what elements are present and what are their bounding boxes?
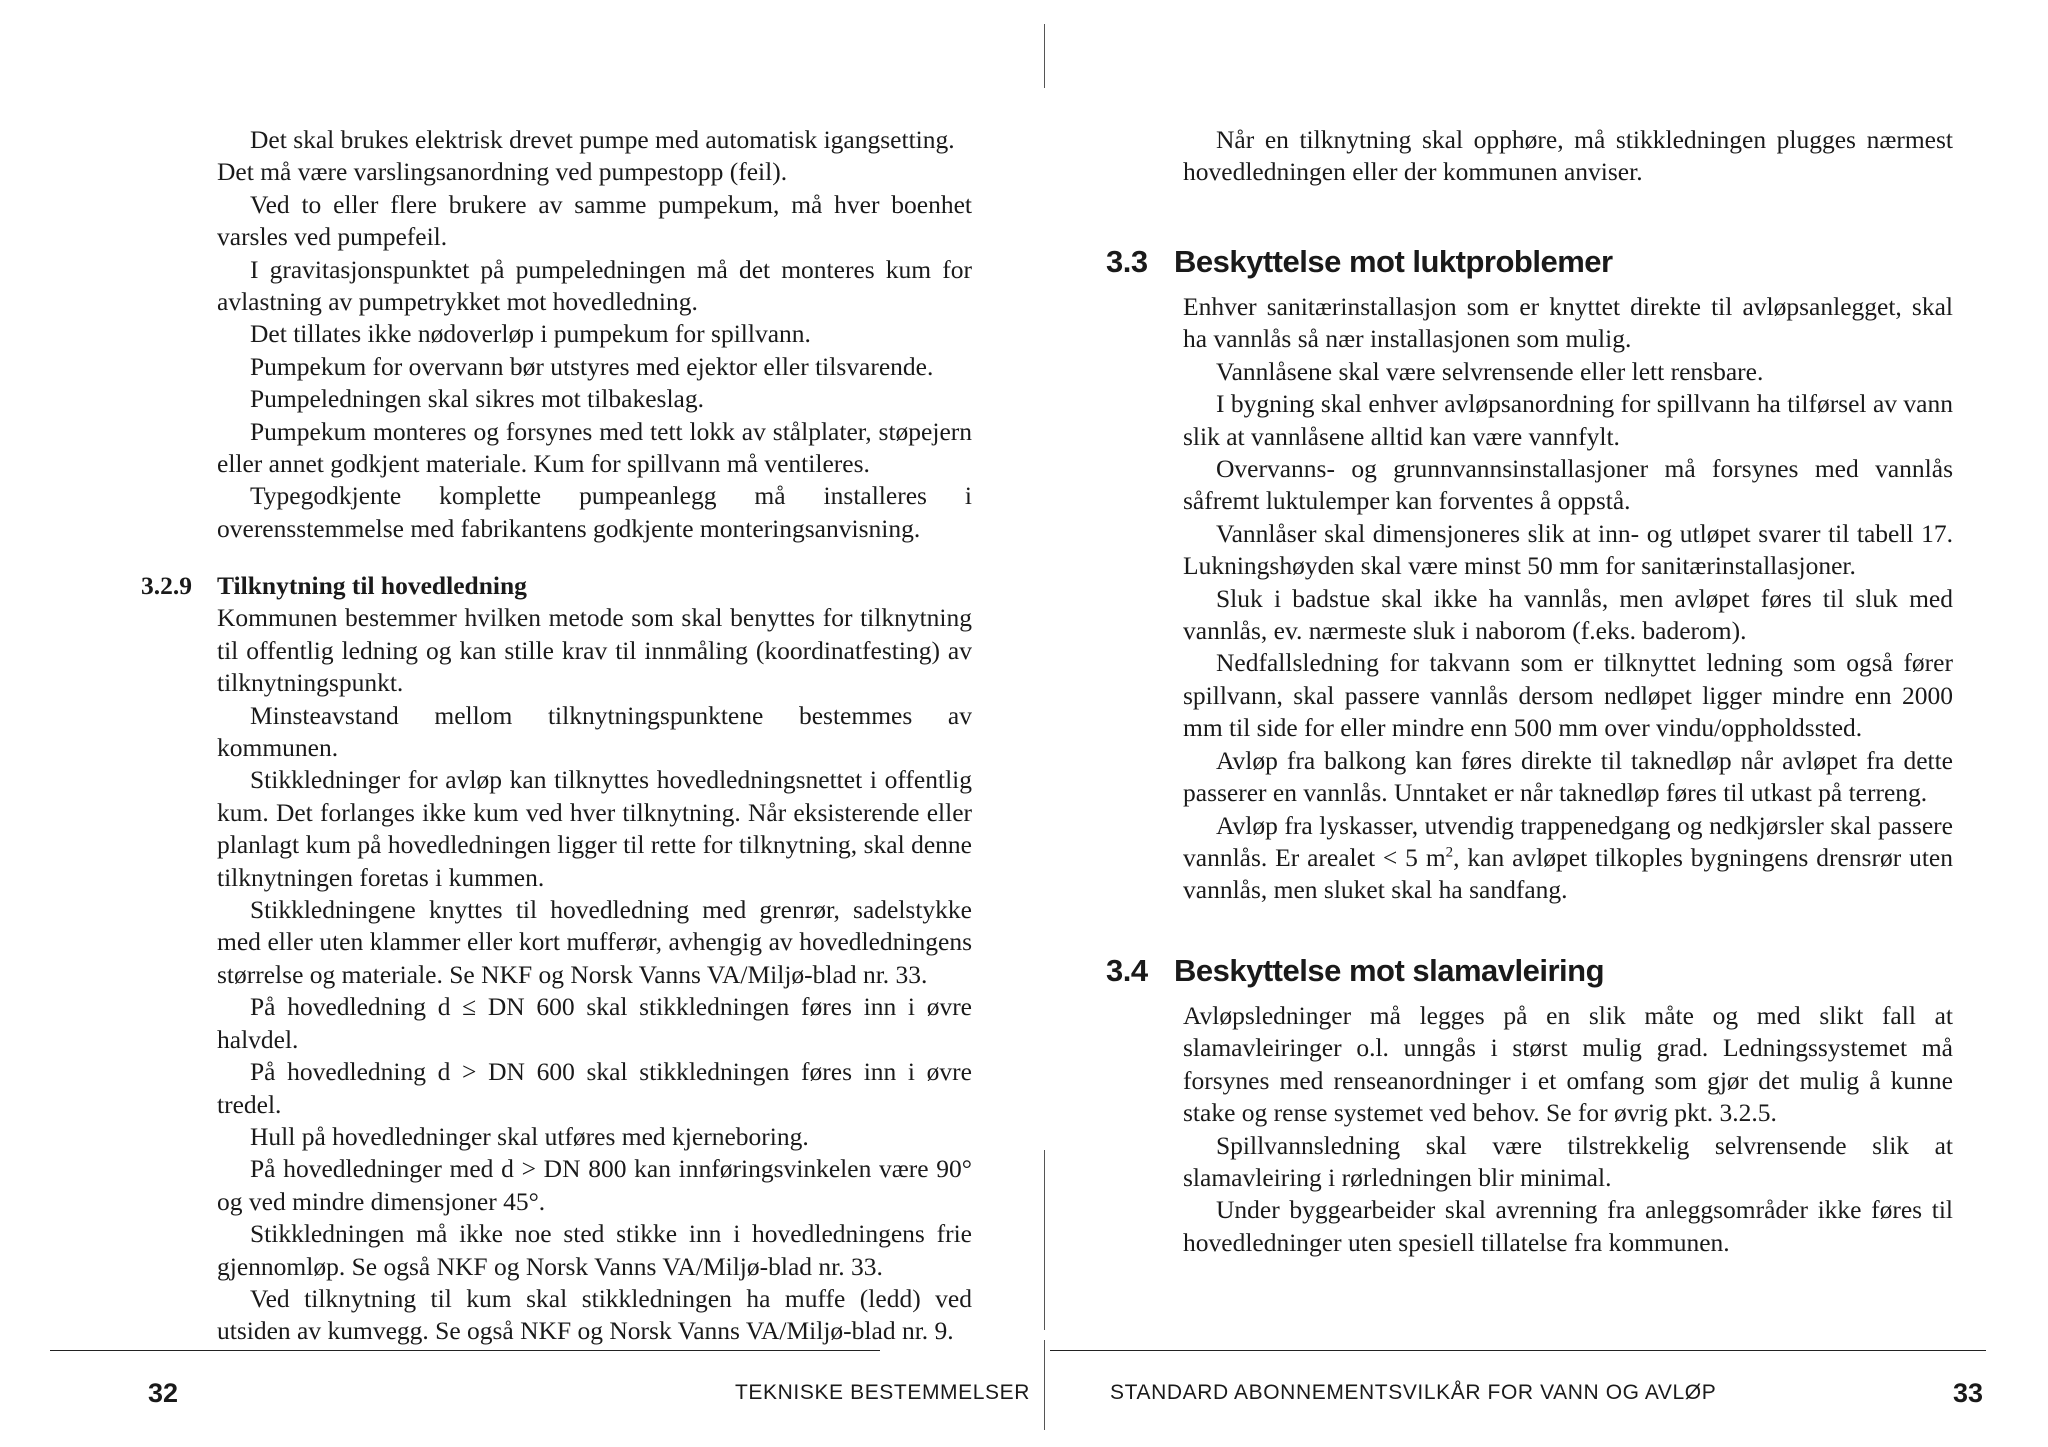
paragraph: Spillvannsledning skal være tilstrekkelig selvrensende slik at slamavleiring i rørledningen blir minimal. <box>1183 1130 1953 1193</box>
paragraph <box>1183 810 1953 907</box>
section-number: 3.2.9 <box>141 571 192 600</box>
paragraph: Pumpekum for overvann bør utstyres med ejektor eller tilsvarende. <box>250 351 934 381</box>
paragraph: På hovedledning d > DN 600 skal stikkledningen føres inn i øvre tredel. <box>217 1057 972 1119</box>
gutter-line <box>1044 1340 1045 1430</box>
gutter-line <box>1044 24 1045 88</box>
right-page <box>1048 0 2048 1447</box>
section-heading: Tilknytning til hovedledning <box>217 571 527 600</box>
paragraph: Enhver sanitærinstallasjon som er knyttet direkte til avløpsanlegget, skal ha vannlås så nær installasjonen som mulig. <box>1183 292 1953 354</box>
section-title: Beskyttelse mot luktproblemer <box>1174 244 1613 279</box>
section-3-3-body <box>1183 291 1953 907</box>
paragraph: Stikkledninger for avløp kan tilknyttes hovedledningsnettet i offentlig kum. Det forlanges ikke kum ved hver tilknytning. Når eksisterende eller planlagt kum på hovedledningen ligger til rette for tilknytning, skal denne tilknytningen foretas i kummen. <box>217 765 972 892</box>
paragraph: Minsteavstand mellom tilknytningspunktene bestemmes av kommunen. <box>217 700 972 763</box>
section-title: Beskyttelse mot slamavleiring <box>1174 953 1605 988</box>
superscript: 2 <box>1445 844 1454 861</box>
paragraph: Ved tilknytning til kum skal stikkledningen ha muffe (ledd) ved utsiden av kumvegg. Se også NKF og Norsk Vanns VA/Miljø-blad nr. 9. <box>217 1283 972 1346</box>
footer-divider <box>50 1350 880 1351</box>
paragraph: I bygning skal enhver avløpsanordning for spillvann ha tilførsel av vann slik at vannlåsene alltid kan være vannfylt. <box>1183 389 1953 451</box>
paragraph: Hull på hovedledninger skal utføres med kjerneboring. <box>250 1121 809 1151</box>
paragraph: Det må være varslingsanordning ved pumpestopp (feil). <box>217 157 788 187</box>
page-number: 33 <box>1953 1378 1984 1408</box>
paragraph: Avløp fra balkong kan føres direkte til taknedløp når avløpet fra dette passerer en vannlås. Unntaket er når taknedløp føres til utkast på terreng. <box>1183 745 1953 808</box>
paragraph: Ved to eller flere brukere av samme pumpekum, må hver boenhet varsles ved pumpefeil. <box>217 189 972 252</box>
paragraph: Vannlåsene skal være selvrensende eller lett rensbare. <box>1216 356 1764 386</box>
paragraph: Vannlåser skal dimensjoneres slik at inn- og utløpet svarer til tabell 17. Lukningshøyden skal være minst 50 mm for sanitærinstallasjoner. <box>1183 518 1953 581</box>
paragraph: Det skal brukes elektrisk drevet pumpe med automatisk igangsetting. <box>250 125 955 154</box>
running-title: STANDARD ABONNEMENTSVILKÅR FOR VANN OG AVLØP <box>1110 1381 1717 1404</box>
paragraph: På hovedledning d ≤ DN 600 skal stikkledningen føres inn i øvre halvdel. <box>217 992 972 1054</box>
section-3-4-body <box>1183 1000 1953 1259</box>
paragraph: Typegodkjente komplette pumpeanlegg må installeres i overensstemmelse med fabrikantens godkjente monteringsanvisning. <box>217 481 972 543</box>
text-run: Avløp fra lyskasser, utvendig trappenedgang og nedkjørsler skal passere vannlås. Er arealet < 5 m <box>1183 810 1953 872</box>
paragraph: Kommunen bestemmer hvilken metode som skal benyttes for tilknytning til offentlig ledning og kan stille krav til innmåling (koordinatfesting) av tilknytningspunkt. <box>217 603 972 698</box>
paragraph: Stikkledningen må ikke noe sted stikke inn i hovedledningens frie gjennomløp. Se også NKF og Norsk Vanns VA/Miljø-blad nr. 33. <box>217 1219 972 1281</box>
paragraph: Sluk i badstue skal ikke ha vannlås, men avløpet føres til sluk med vannlås, ev. nærmeste sluk i naborom (f.eks. baderom). <box>1183 583 1953 646</box>
section-number: 3.3 <box>1106 244 1148 279</box>
paragraph: Pumpeledningen skal sikres mot tilbakeslag. <box>250 384 704 414</box>
paragraph: Avløpsledninger må legges på en slik måte og med slikt fall at slamavleiringer o.l. unngås i størst mulig grad. Ledningssystemet må forsynes med renseanordninger i et omfang som gjør det mulig å kunne stake og rense systemet ved behov. Se for øvrig pkt. 3.2.5. <box>1183 1001 1953 1128</box>
left-text-block-1 <box>217 124 972 545</box>
paragraph: Overvanns- og grunnvannsinstallasjoner må forsynes med vannlås såfremt luktulemper kan forventes å oppstå. <box>1183 454 1953 516</box>
paragraph: Når en tilknytning skal opphøre, må stikkledningen plugges nærmest hovedledningen eller der kommunen anviser. <box>1183 125 1953 187</box>
left-text-block-2 <box>217 570 972 1348</box>
section-number: 3.4 <box>1106 953 1148 988</box>
running-title: TEKNISKE BESTEMMELSER <box>735 1381 1031 1404</box>
paragraph: Det tillates ikke nødoverløp i pumpekum for spillvann. <box>250 319 811 349</box>
page-number: 32 <box>148 1378 179 1408</box>
paragraph: Nedfallsledning for takvann som er tilknyttet ledning som også fører spillvann, skal passere vannlås dersom nedløpet ligger mindre enn 2000 mm til side for eller mindre enn 500 mm over vindu/oppholdssted. <box>1183 648 1953 743</box>
paragraph: På hovedledninger med d > DN 800 kan innføringsvinkelen være 90° og ved mindre dimensjoner 45°. <box>217 1154 972 1216</box>
paragraph: Stikkledningene knyttes til hovedledning med grenrør, sadelstykke med eller uten klammer eller kort mufferør, avhengig av hovedledningens størrelse og materiale. Se NKF og Norsk Vanns VA/Miljø-blad nr. 33. <box>217 895 972 989</box>
paragraph: Pumpekum monteres og forsynes med tett lokk av stålplater, støpejern eller annet godkjent materiale. Kum for spillvann må ventileres. <box>217 416 972 479</box>
footer-divider <box>1050 1350 1986 1351</box>
gutter-line <box>1044 1150 1045 1330</box>
paragraph: Under byggearbeider skal avrenning fra anleggsområder ikke føres til hovedledninger uten spesiell tillatelse fra kommunen. <box>1183 1195 1953 1257</box>
right-intro <box>1183 124 1953 189</box>
text-run: , kan avløpet tilkoples bygningens drensrør uten vannlås, men sluket skal ha sandfang. <box>1183 842 1953 905</box>
paragraph: I gravitasjonspunktet på pumpeledningen må det monteres kum for avlastning av pumpetrykket mot hovedledning. <box>217 254 972 317</box>
